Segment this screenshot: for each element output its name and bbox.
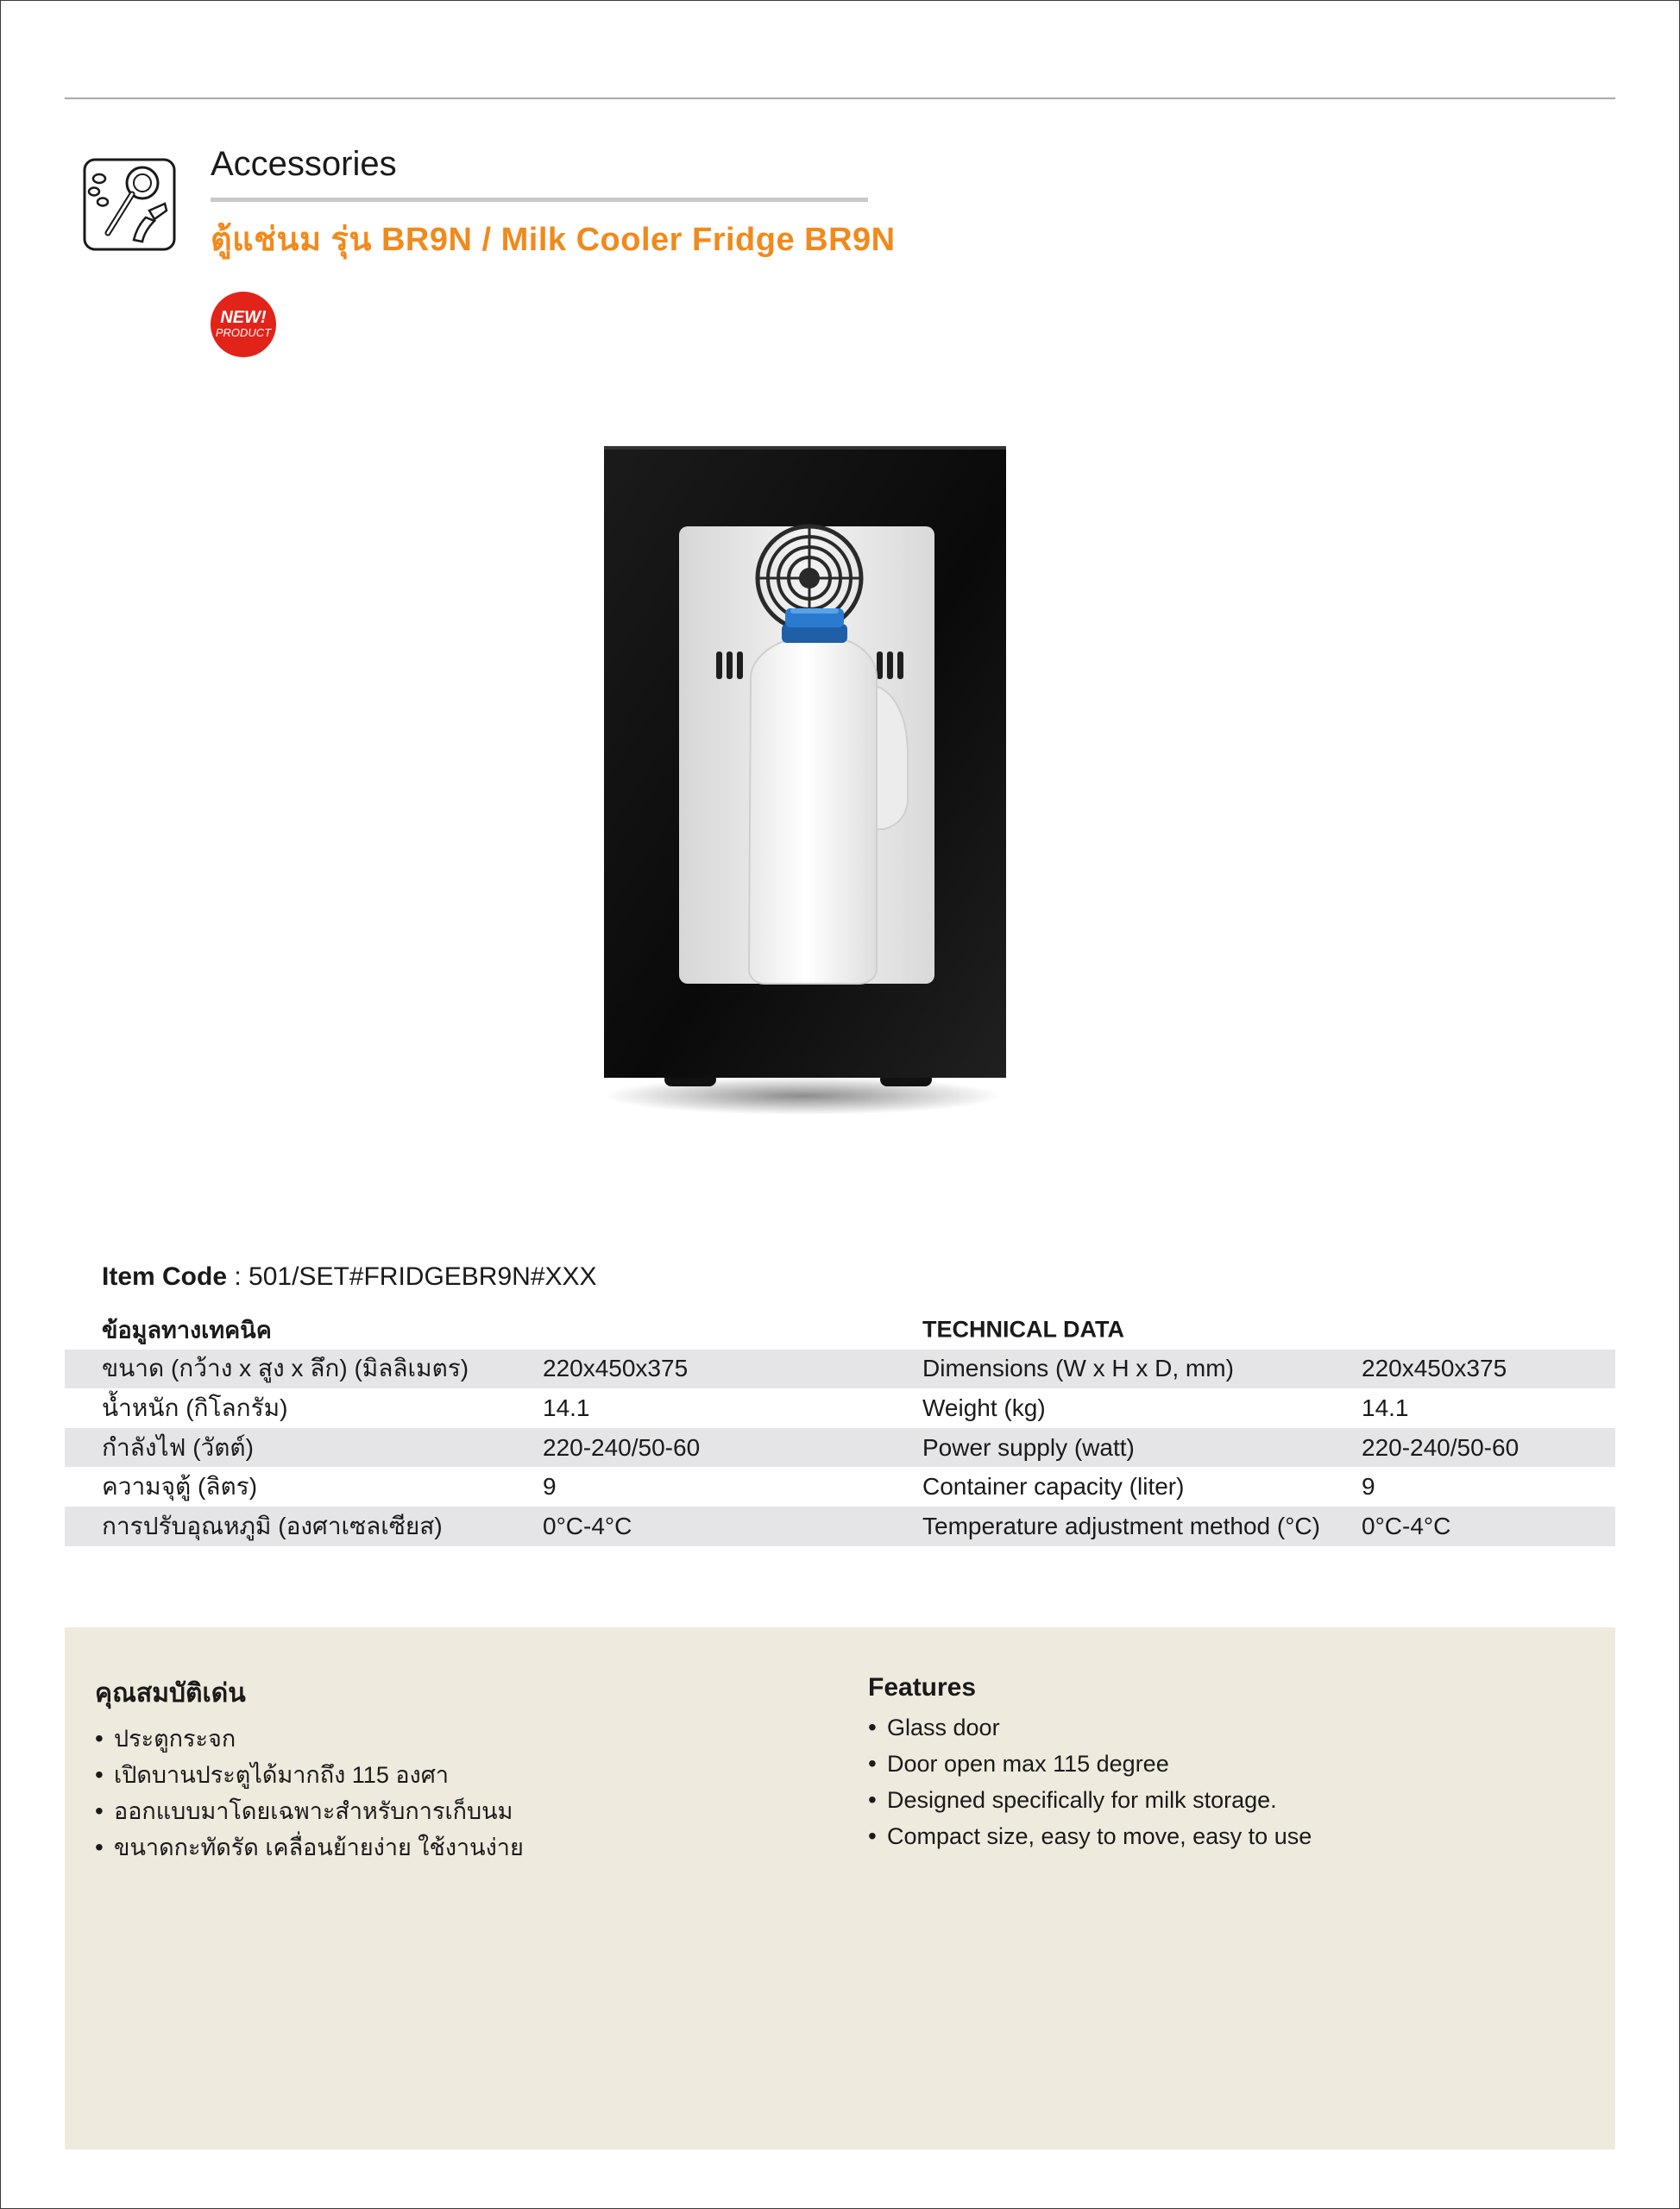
features-heading-th: คุณสมบัติเด่น xyxy=(95,1679,246,1708)
row-en-label: Temperature adjustment method (°C) xyxy=(922,1512,1320,1539)
feature-text: Compact size, easy to move, easy to use xyxy=(887,1823,1312,1849)
row-th-label: ความจุตู้ (ลิตร) xyxy=(102,1473,258,1501)
list-item xyxy=(95,1829,524,1866)
bullet: • xyxy=(95,1834,104,1860)
row-en-label: Weight (kg) xyxy=(922,1394,1046,1421)
bullet: • xyxy=(868,1714,877,1740)
feature-text: Designed specifically for milk storage. xyxy=(887,1787,1277,1813)
badge-line1: NEW! xyxy=(220,308,267,327)
row-th-label: ขนาด (กว้าง x สูง x ลึก) (มิลลิเมตร) xyxy=(102,1355,469,1382)
bullet: • xyxy=(868,1786,877,1813)
row-th-value: 0°C-4°C xyxy=(543,1512,632,1539)
bullet: • xyxy=(868,1822,877,1849)
row-en-value: 220-240/50-60 xyxy=(1362,1433,1520,1461)
features-panel xyxy=(65,1627,1615,2149)
product-title: ตู้แช่นม รุ่น BR9N / Milk Cooler Fridge BR9N xyxy=(211,222,896,258)
item-code xyxy=(102,1262,597,1292)
new-product-badge xyxy=(210,291,277,358)
table-row xyxy=(65,1350,1615,1389)
bullet: • xyxy=(95,1761,104,1788)
feature-text: ออกแบบมาโดยเฉพาะสำหรับการเก็บนม xyxy=(114,1798,513,1824)
features-list-en xyxy=(868,1709,1312,1854)
row-th-value: 9 xyxy=(543,1473,557,1501)
section-underline xyxy=(211,198,868,202)
product-image xyxy=(587,436,1018,1126)
row-th-label: การปรับอุณหภูมิ (องศาเซลเซียส) xyxy=(102,1512,443,1539)
top-divider xyxy=(65,98,1615,99)
list-item xyxy=(95,1757,524,1793)
item-code-value: : 501/SET#FRIDGEBR9N#XXX xyxy=(234,1262,597,1291)
row-en-value: 14.1 xyxy=(1362,1394,1409,1421)
list-item xyxy=(95,1793,524,1829)
heading-th: ข้อมูลทางเทคนิค xyxy=(102,1317,272,1344)
row-th-label: น้ำหนัก (กิโลกรัม) xyxy=(102,1394,288,1421)
feature-text: Door open max 115 degree xyxy=(887,1751,1169,1777)
row-en-value: 220x450x375 xyxy=(1362,1355,1507,1382)
features-list-th xyxy=(95,1721,524,1866)
row-th-value: 220x450x375 xyxy=(543,1355,689,1382)
feature-text: เปิดบานประตูได้มากถึง 115 องศา xyxy=(114,1762,450,1788)
heading-en: TECHNICAL DATA xyxy=(922,1316,1124,1343)
feature-text: ประตูกระจก xyxy=(114,1726,236,1752)
row-en-value: 0°C-4°C xyxy=(1362,1512,1451,1539)
table-row xyxy=(65,1507,1615,1546)
bullet: • xyxy=(95,1725,104,1752)
section-label: Accessories xyxy=(211,145,397,183)
table-row xyxy=(65,1467,1615,1507)
list-item xyxy=(868,1818,1312,1854)
row-en-label: Power supply (watt) xyxy=(922,1433,1135,1461)
badge-line2: PRODUCT xyxy=(215,326,272,339)
row-th-label: กำลังไฟ (วัตต์) xyxy=(102,1433,254,1461)
row-en-label: Dimensions (W x H x D, mm) xyxy=(922,1355,1234,1382)
table-row xyxy=(65,1428,1615,1468)
bullet: • xyxy=(95,1797,104,1824)
feature-text: Glass door xyxy=(887,1715,1000,1740)
list-item xyxy=(95,1721,524,1757)
item-code-label: Item Code xyxy=(102,1262,228,1291)
technical-table-header xyxy=(65,1310,1615,1350)
list-item xyxy=(868,1782,1312,1818)
row-th-value: 14.1 xyxy=(543,1394,590,1421)
row-th-value: 220-240/50-60 xyxy=(543,1433,701,1461)
features-heading-en: Features xyxy=(868,1673,977,1702)
coffee-tools-icon xyxy=(82,157,177,252)
table-row xyxy=(65,1388,1615,1428)
feature-text: ขนาดกะทัดรัด เคลื่อนย้ายง่าย ใช้งานง่าย xyxy=(114,1835,524,1860)
row-en-value: 9 xyxy=(1362,1473,1375,1501)
row-en-label: Container capacity (liter) xyxy=(922,1473,1185,1501)
list-item xyxy=(868,1746,1312,1782)
bullet: • xyxy=(868,1750,877,1777)
features-thai xyxy=(95,1673,524,1866)
features-english xyxy=(868,1673,1312,1854)
technical-data-table xyxy=(65,1310,1615,1546)
list-item xyxy=(868,1709,1312,1746)
